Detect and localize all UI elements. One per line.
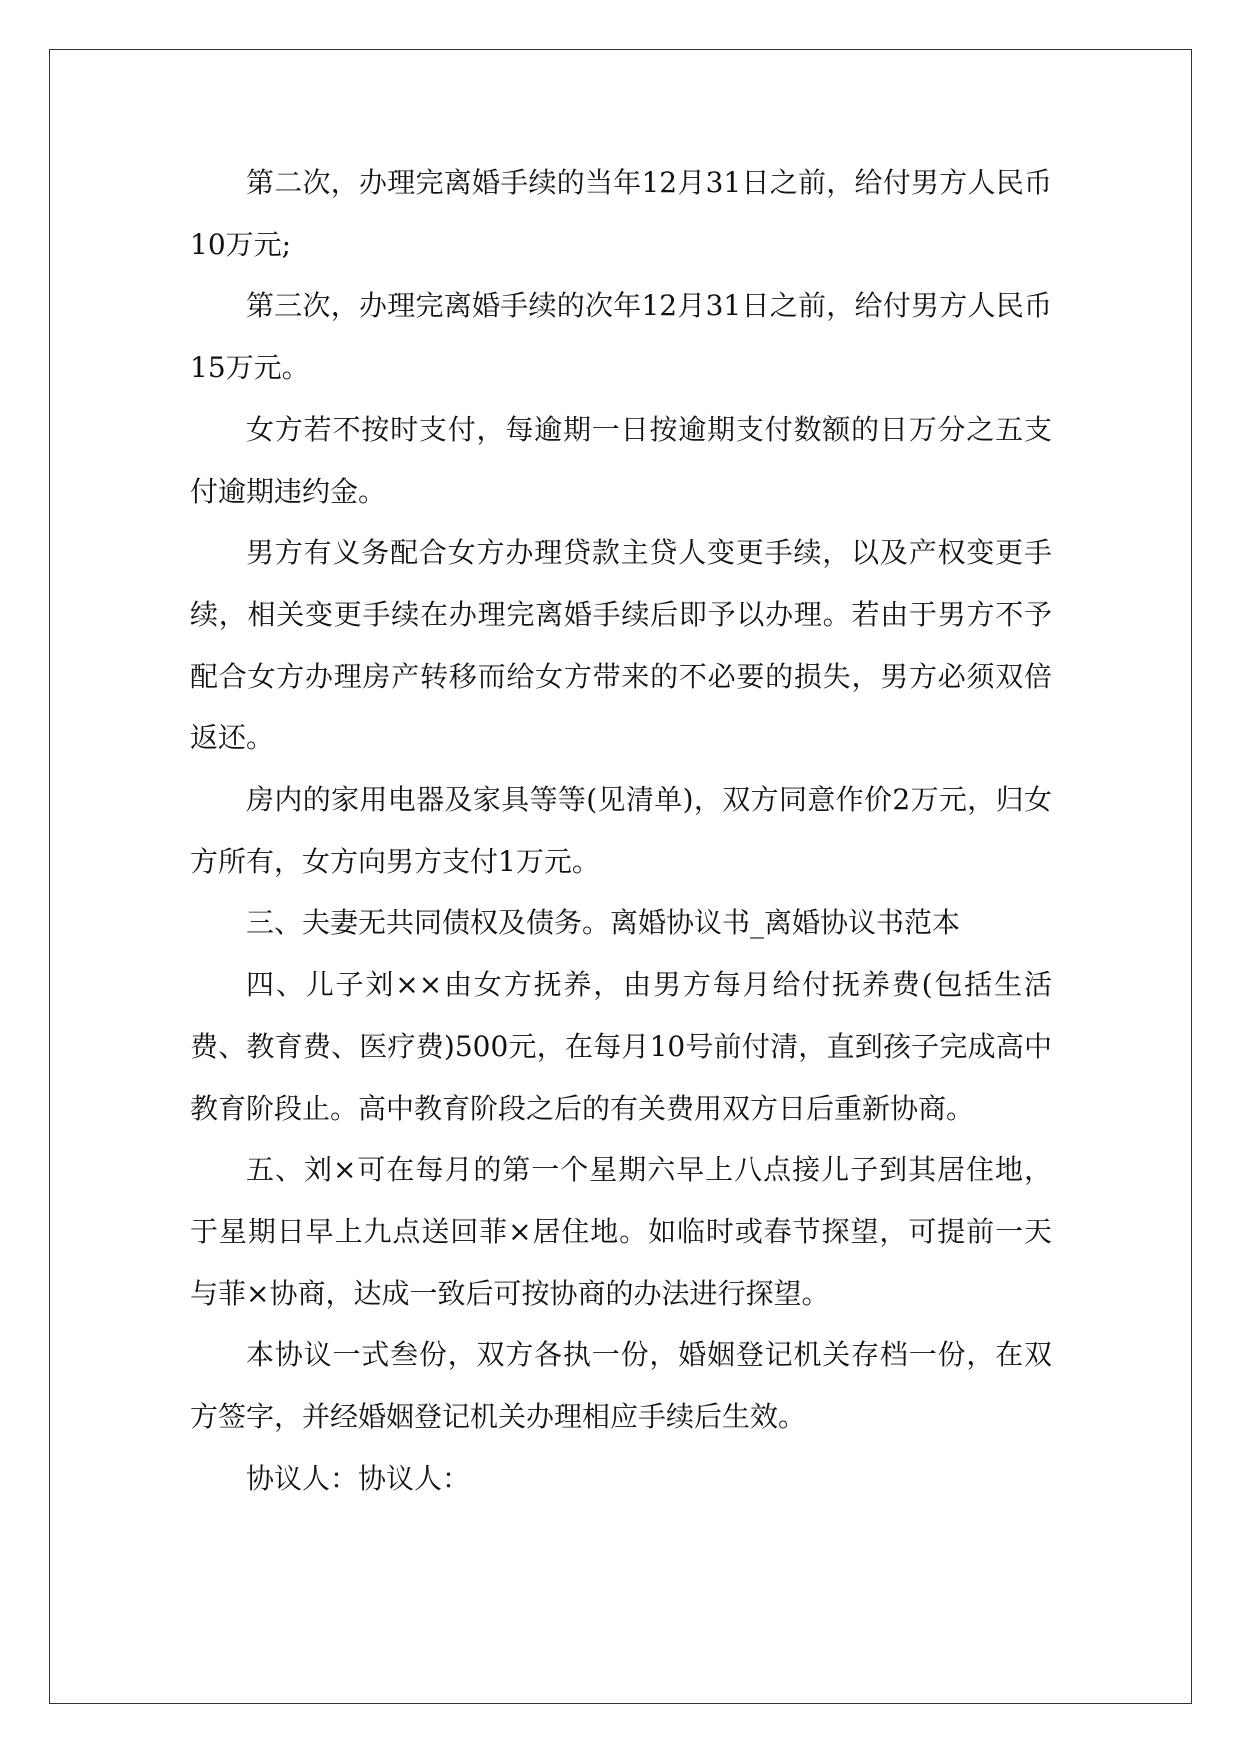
paragraph-appliances: 房内的家用电器及家具等等(见清单)，双方同意作价2万元，归女方所有，女方向男方支付1万元。: [190, 783, 1052, 878]
paragraph-section-four: 四、儿子刘××由女方抚养，由男方每月给付抚养费(包括生活费、教育费、医疗费)500元，在每月10号前付清，直到孩子完成高中教育阶段止。高中教育阶段之后的有关费用双方日后重新协商。: [190, 968, 1052, 1125]
paragraph-third-payment: 第三次，办理完离婚手续的次年12月31日之前，给付男方人民币15万元。: [190, 289, 1052, 385]
paragraph-late-penalty: 女方若不按时支付，每逾期一日按逾期支付数额的日万分之五支付逾期违约金。: [190, 412, 1052, 508]
paragraph-copies: 本协议一式叁份，双方各执一份，婚姻登记机关存档一份，在双方签字，并经婚姻登记机关办理相应手续后生效。: [190, 1338, 1052, 1434]
paragraph-loan-transfer: 男方有义务配合女方办理贷款主贷人变更手续，以及产权变更手续，相关变更手续在办理完离婚手续后即予以办理。若由于男方不予配合女方办理房产转移而给女方带来的不必要的损失，男方必须双倍返还。: [190, 536, 1052, 755]
paragraph-section-three: 三、夫妻无共同债权及债务。离婚协议书_离婚协议书范本: [246, 906, 961, 940]
paragraph-second-payment: 第二次，办理完离婚手续的当年12月31日之前，给付男方人民币10万元;: [190, 166, 1052, 261]
document-body: [190, 152, 1052, 1509]
paragraph-section-five: 五、刘×可在每月的第一个星期六早上八点接儿子到其居住地，于星期日早上九点送回菲×居住地。如临时或春节探望，可提前一天与菲×协商，达成一致后可按协商的办法进行探望。: [190, 1153, 1052, 1310]
paragraph-signatories: 协议人：协议人：: [246, 1461, 471, 1495]
